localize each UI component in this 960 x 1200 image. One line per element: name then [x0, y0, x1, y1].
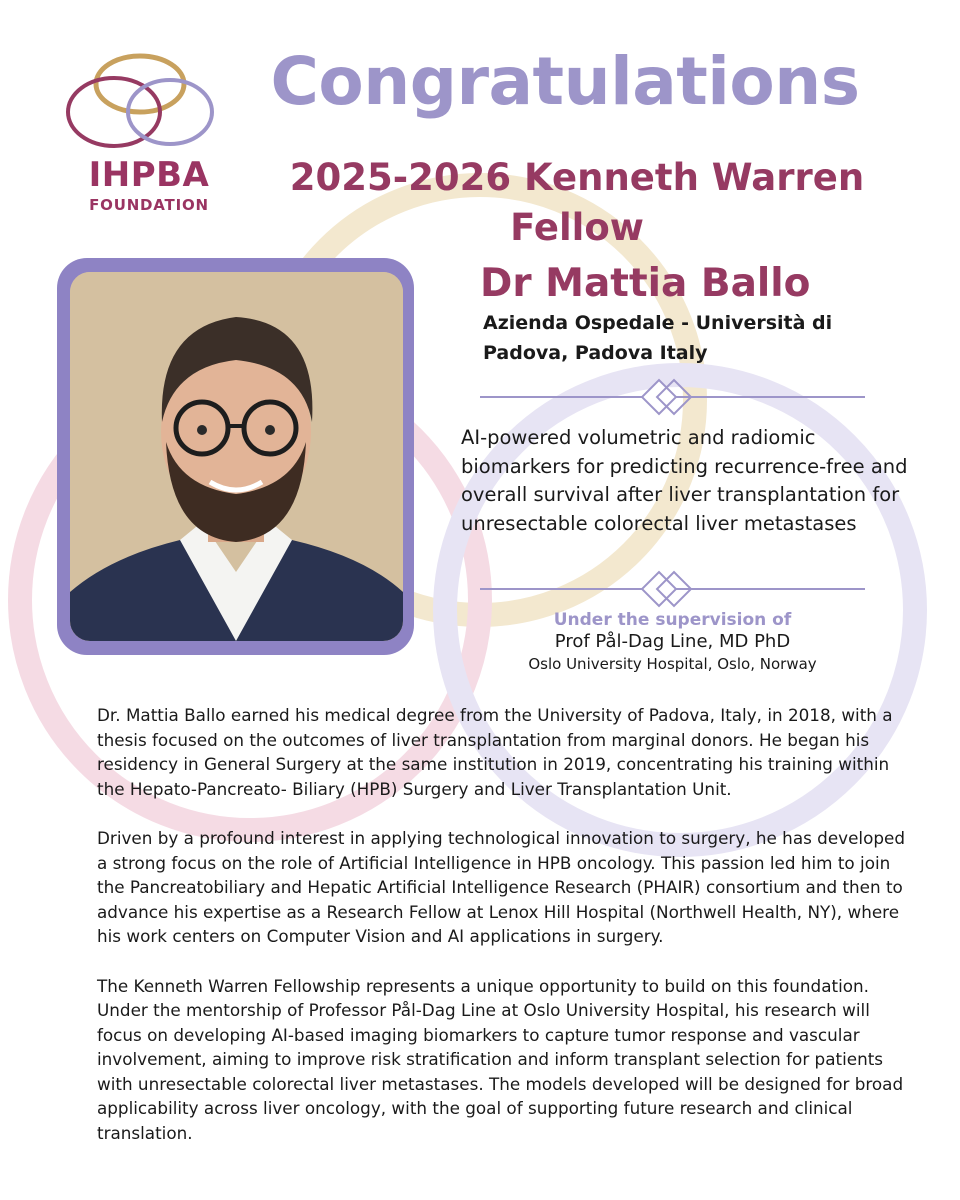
page-title: Congratulations — [270, 43, 860, 120]
logo-org-text: IHPBA — [88, 155, 210, 195]
fellow-affiliation: Azienda Ospedale - Università di Padova, Padova Italy — [483, 312, 833, 364]
diamond-divider-top — [480, 377, 865, 417]
supervisor-name: Prof Pål-Dag Line, MD PhD — [554, 631, 791, 652]
fellow-name: Dr Mattia Ballo — [480, 261, 811, 306]
three-interlocking-rings-icon — [60, 50, 220, 160]
fellowship-subtitle: 2025-2026 Kenneth Warren Fellow — [289, 156, 865, 249]
bio-paragraph: Driven by a profound interest in applying technological innovation to surgery, he has developed a strong focus on the role of Artificial Intelligence in HPB oncology. This passion led him to join the Pancreatobiliary and Hepatic Artificial Intelligence Research (PHAIR) consortium and then to advance his expertise as a Research Fellow at Lenox Hill Hospital (Northwell Health, NY), where his work centers on Computer Vision and AI applications in surgery. — [97, 828, 905, 946]
supervisor-institution: Oslo University Hospital, Oslo, Norway — [528, 655, 817, 673]
supervision-label: Under the supervision of — [553, 610, 792, 630]
person-portrait-illustration — [70, 272, 403, 641]
research-project-title: AI-powered volumetric and radiomic biomarkers for predicting recurrence-free and overall survival after liver transplantation for unresectable colorectal liver metastases — [461, 426, 908, 535]
logo-sub-text: FOUNDATION — [89, 196, 209, 214]
diamond-divider-bottom — [480, 569, 865, 609]
bio-paragraph: The Kenneth Warren Fellowship represents a unique opportunity to build on this foundation. Under the mentorship of Professor Pål-Dag Line at Oslo University Hospital, his research will focus on developing AI-based imaging biomarkers to capture tumor response and vascular involvement, aiming to improve risk stratification and inform transplant selection for patients with unresectable colorectal liver metastases. The models developed will be designed for broad applicability across liver oncology, with the goal of supporting future research and clinical translation. — [97, 975, 904, 1143]
ihpba-foundation-logo — [60, 50, 220, 214]
bio-paragraph: Dr. Mattia Ballo earned his medical degree from the University of Padova, Italy, in 2018, with a thesis focused on the outcomes of liver transplantation from marginal donors. He began his residency in General Surgery at the same institution in 2019, concentrating his training within the Hepato-Pancreato- Biliary (HPB) Surgery and Liver Transplantation Unit. — [97, 705, 893, 799]
biography — [97, 703, 919, 1170]
portrait-photo — [70, 272, 403, 641]
